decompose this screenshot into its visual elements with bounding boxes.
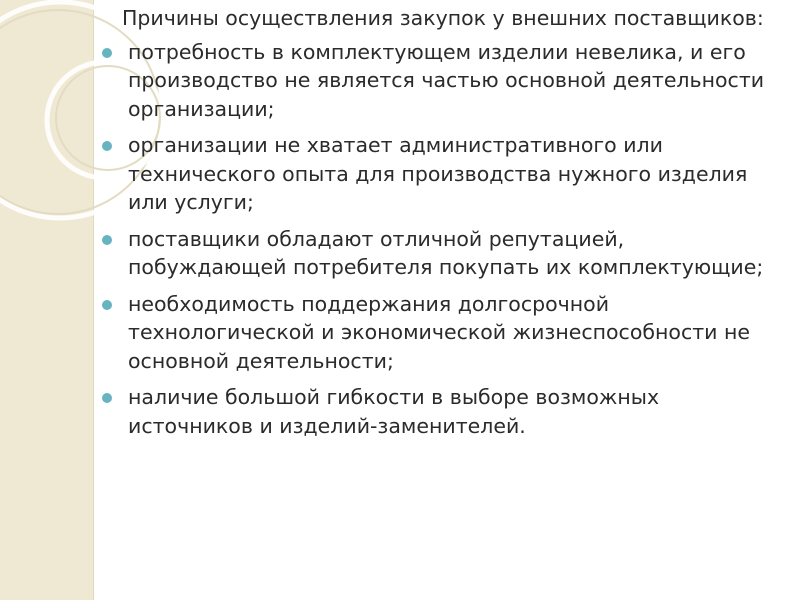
list-item	[100, 225, 780, 282]
slide-content	[100, 4, 780, 448]
list-item-text: поставщики обладают отличной репутацией, побуждающей потребителя покупать их комплектующие;	[128, 226, 764, 279]
list-item-text: необходимость поддержания долгосрочной технологической и экономической жизнеспособности не основной деятельности;	[128, 291, 751, 373]
bullet-icon	[102, 300, 112, 310]
bullet-icon	[102, 235, 112, 245]
list-item-text: наличие большой гибкости в выборе возможных источников и изделий-заменителей.	[128, 385, 660, 438]
slide-intro: Причины осуществления закупок у внешних поставщиков:	[122, 6, 764, 30]
decorative-side-band	[0, 0, 93, 600]
list-item	[100, 383, 780, 440]
bullet-icon	[102, 141, 112, 151]
list-item	[100, 38, 780, 124]
list-item-text: потребность в комплектующем изделии невелика, и его производство не является частью основной деятельности организации;	[128, 39, 765, 121]
list-item	[100, 131, 780, 217]
list-item	[100, 290, 780, 376]
bullet-icon	[102, 48, 112, 58]
list-item-text: организации не хватает административного или технического опыта для производства нужного изделия или услуги;	[128, 133, 748, 214]
band-divider	[93, 0, 94, 600]
reasons-list	[100, 38, 780, 441]
bullet-icon	[102, 393, 112, 403]
